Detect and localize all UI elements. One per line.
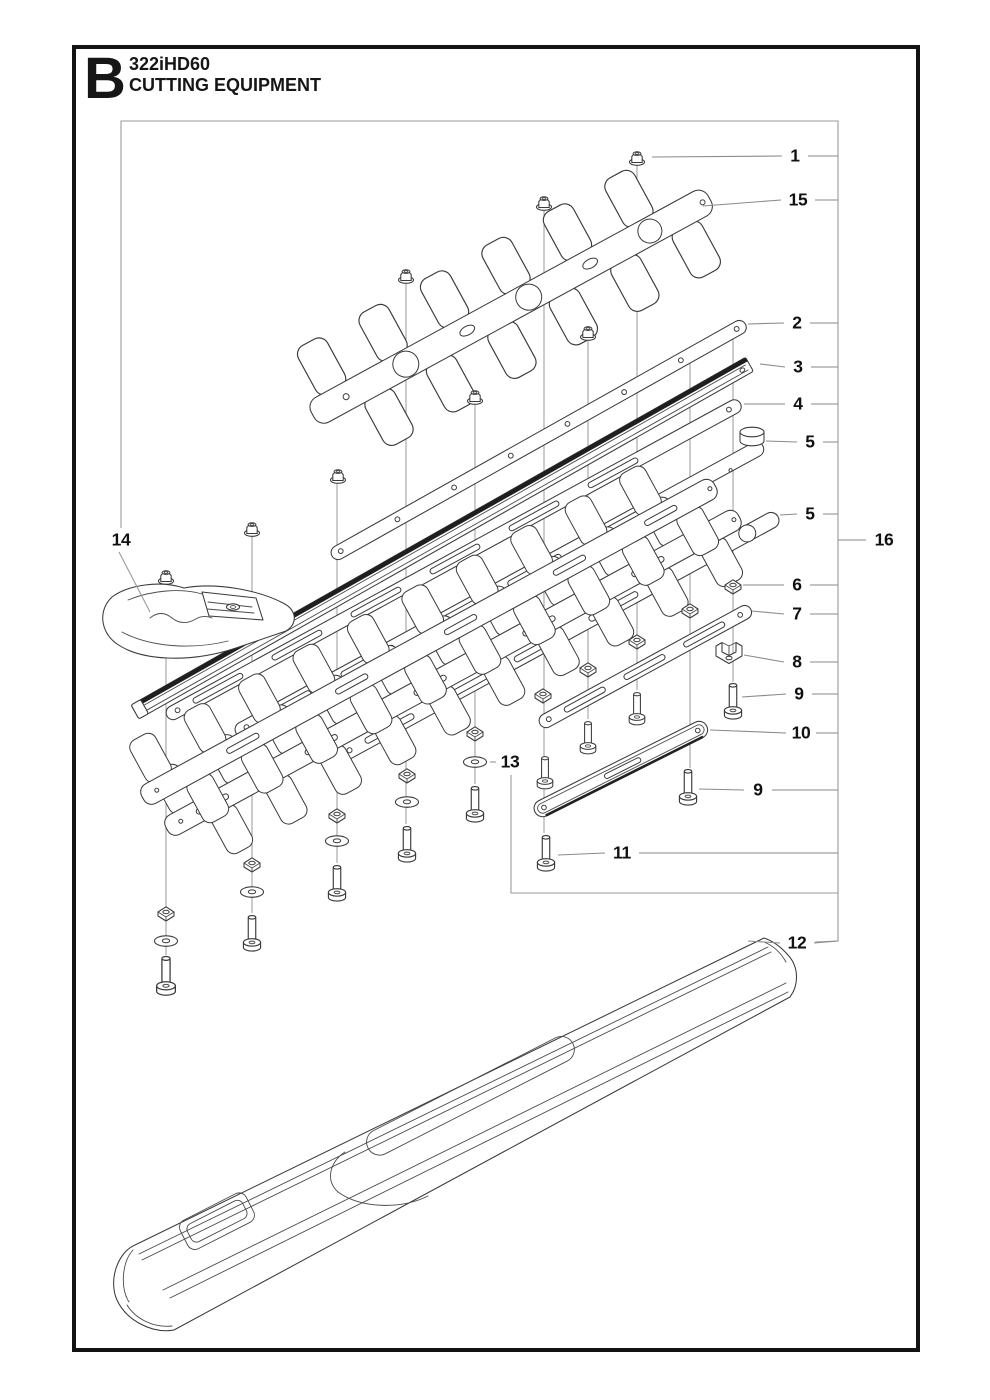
model-number: 322iHD60	[129, 54, 211, 74]
callout-16: 16	[874, 529, 894, 550]
callout-1: 1	[790, 145, 800, 166]
callout-2: 2	[792, 312, 802, 333]
upper-blade-15	[281, 141, 741, 473]
callout-10: 10	[791, 722, 811, 743]
callout-9b: 9	[753, 779, 763, 800]
callout-3: 3	[793, 356, 803, 377]
callout-15: 15	[788, 189, 808, 210]
callout-6: 6	[792, 574, 802, 595]
clamp-8	[716, 643, 742, 664]
callout-13: 13	[500, 751, 520, 772]
callout-14: 14	[111, 529, 131, 550]
callout-11: 11	[613, 842, 631, 863]
bar-5a-boss	[740, 427, 764, 446]
callout-4: 4	[793, 393, 803, 414]
callout-12: 12	[787, 932, 807, 953]
callout-9a: 9	[794, 683, 804, 704]
callout-5a: 5	[805, 431, 815, 452]
page-title: CUTTING EQUIPMENT	[129, 75, 321, 95]
callout-7: 7	[792, 603, 802, 624]
section-letter: B	[84, 46, 126, 111]
callout-8: 8	[792, 651, 802, 672]
transport-guard-12	[114, 938, 797, 1331]
callout-5b: 5	[805, 503, 815, 524]
